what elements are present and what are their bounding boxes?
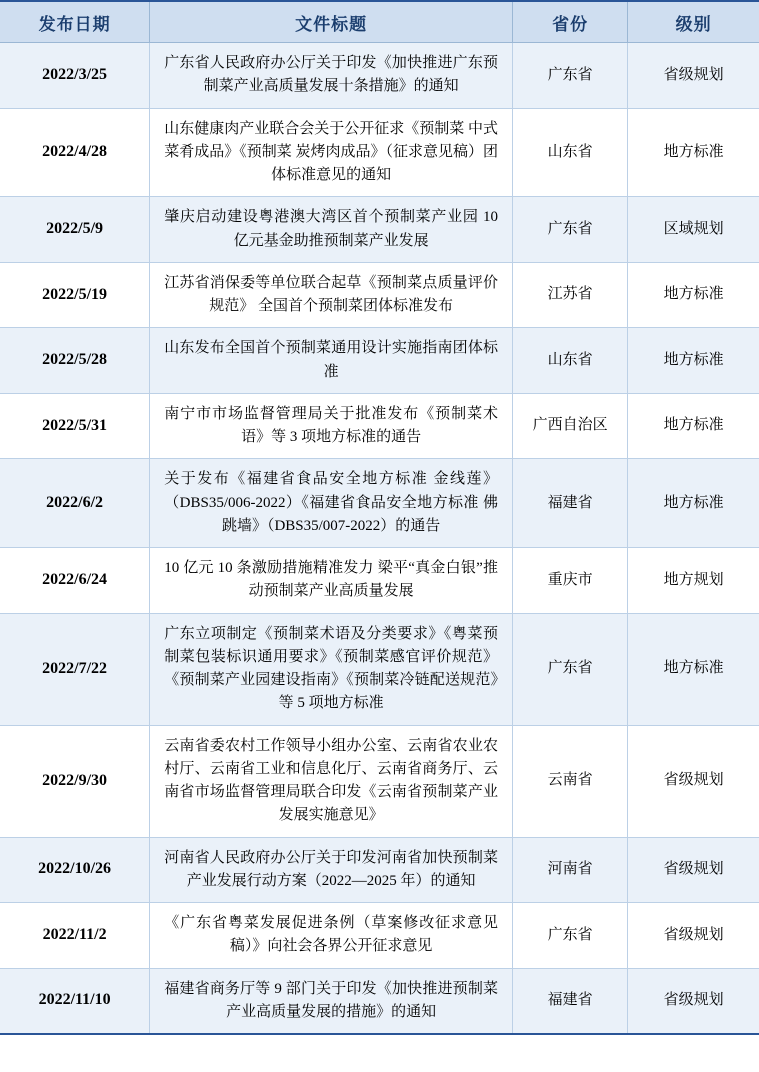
column-header-title: 文件标题 — [150, 1, 513, 43]
table-row — [0, 393, 759, 459]
cell-date: 2022/4/28 — [0, 108, 150, 197]
cell-level: 地方标准 — [628, 262, 759, 328]
table-row — [0, 43, 759, 109]
cell-level: 省级规划 — [628, 968, 759, 1034]
cell-level: 地方标准 — [628, 613, 759, 725]
cell-date: 2022/5/19 — [0, 262, 150, 328]
table-row — [0, 197, 759, 263]
cell-title: 《广东省粤菜发展促进条例（草案修改征求意见稿）》向社会各界公开征求意见 — [150, 903, 513, 969]
cell-date: 2022/6/2 — [0, 459, 150, 548]
cell-province: 云南省 — [513, 725, 628, 837]
cell-title: 云南省委农村工作领导小组办公室、云南省农业农村厅、云南省工业和信息化厅、云南省商务厅、云南省市场监督管理局联合印发《云南省预制菜产业发展实施意见》 — [150, 725, 513, 837]
table-row — [0, 459, 759, 548]
cell-date: 2022/6/24 — [0, 548, 150, 614]
cell-date: 2022/5/28 — [0, 328, 150, 394]
cell-level: 地方规划 — [628, 548, 759, 614]
cell-title: 广东立项制定《预制菜术语及分类要求》《粤菜预制菜包装标识通用要求》《预制菜感官评价规范》《预制菜产业园建设指南》《预制菜冷链配送规范》等 5 项地方标准 — [150, 613, 513, 725]
table-row — [0, 903, 759, 969]
table-row — [0, 837, 759, 903]
cell-level: 地方标准 — [628, 108, 759, 197]
cell-province: 广东省 — [513, 613, 628, 725]
cell-province: 山东省 — [513, 328, 628, 394]
cell-province: 福建省 — [513, 968, 628, 1034]
cell-province: 广东省 — [513, 197, 628, 263]
cell-level: 省级规划 — [628, 903, 759, 969]
cell-title: 河南省人民政府办公厅关于印发河南省加快预制菜产业发展行动方案（2022—2025 年）的通知 — [150, 837, 513, 903]
cell-title: 广东省人民政府办公厅关于印发《加快推进广东预制菜产业高质量发展十条措施》的通知 — [150, 43, 513, 109]
table-header — [0, 1, 759, 43]
cell-title: 10 亿元 10 条激励措施精准发力 梁平“真金白银”推动预制菜产业高质量发展 — [150, 548, 513, 614]
cell-title: 关于发布《福建省食品安全地方标准 金线莲》（DBS35/006-2022）《福建省食品安全地方标准 佛跳墙》（DBS35/007-2022）的通告 — [150, 459, 513, 548]
cell-province: 广东省 — [513, 903, 628, 969]
cell-province: 河南省 — [513, 837, 628, 903]
cell-province: 山东省 — [513, 108, 628, 197]
cell-province: 广西自治区 — [513, 393, 628, 459]
table-body — [0, 43, 759, 1035]
cell-title: 南宁市市场监督管理局关于批准发布《预制菜术语》等 3 项地方标准的通告 — [150, 393, 513, 459]
cell-province: 福建省 — [513, 459, 628, 548]
cell-date: 2022/11/2 — [0, 903, 150, 969]
cell-level: 地方标准 — [628, 328, 759, 394]
cell-level: 省级规划 — [628, 43, 759, 109]
cell-title: 肇庆启动建设粤港澳大湾区首个预制菜产业园 10 亿元基金助推预制菜产业发展 — [150, 197, 513, 263]
cell-level: 地方标准 — [628, 459, 759, 548]
column-header-province: 省份 — [513, 1, 628, 43]
cell-province: 江苏省 — [513, 262, 628, 328]
cell-province: 广东省 — [513, 43, 628, 109]
cell-level: 区域规划 — [628, 197, 759, 263]
table-row — [0, 548, 759, 614]
cell-level: 地方标准 — [628, 393, 759, 459]
table-row — [0, 108, 759, 197]
column-header-level: 级别 — [628, 1, 759, 43]
cell-date: 2022/7/22 — [0, 613, 150, 725]
table-row — [0, 262, 759, 328]
cell-date: 2022/10/26 — [0, 837, 150, 903]
cell-date: 2022/9/30 — [0, 725, 150, 837]
table-row — [0, 968, 759, 1034]
cell-level: 省级规划 — [628, 725, 759, 837]
cell-title: 福建省商务厅等 9 部门关于印发《加快推进预制菜产业高质量发展的措施》的通知 — [150, 968, 513, 1034]
column-header-date: 发布日期 — [0, 1, 150, 43]
cell-date: 2022/11/10 — [0, 968, 150, 1034]
table-row — [0, 613, 759, 725]
cell-province: 重庆市 — [513, 548, 628, 614]
cell-title: 山东健康肉产业联合会关于公开征求《预制菜 中式菜肴成品》《预制菜 炭烤肉成品》（征求意见稿）团体标准意见的通知 — [150, 108, 513, 197]
cell-date: 2022/5/9 — [0, 197, 150, 263]
cell-title: 山东发布全国首个预制菜通用设计实施指南团体标准 — [150, 328, 513, 394]
cell-title: 江苏省消保委等单位联合起草《预制菜点质量评价规范》 全国首个预制菜团体标准发布 — [150, 262, 513, 328]
cell-date: 2022/5/31 — [0, 393, 150, 459]
cell-date: 2022/3/25 — [0, 43, 150, 109]
cell-level: 省级规划 — [628, 837, 759, 903]
table-row — [0, 725, 759, 837]
table-header-row — [0, 1, 759, 43]
table-row — [0, 328, 759, 394]
